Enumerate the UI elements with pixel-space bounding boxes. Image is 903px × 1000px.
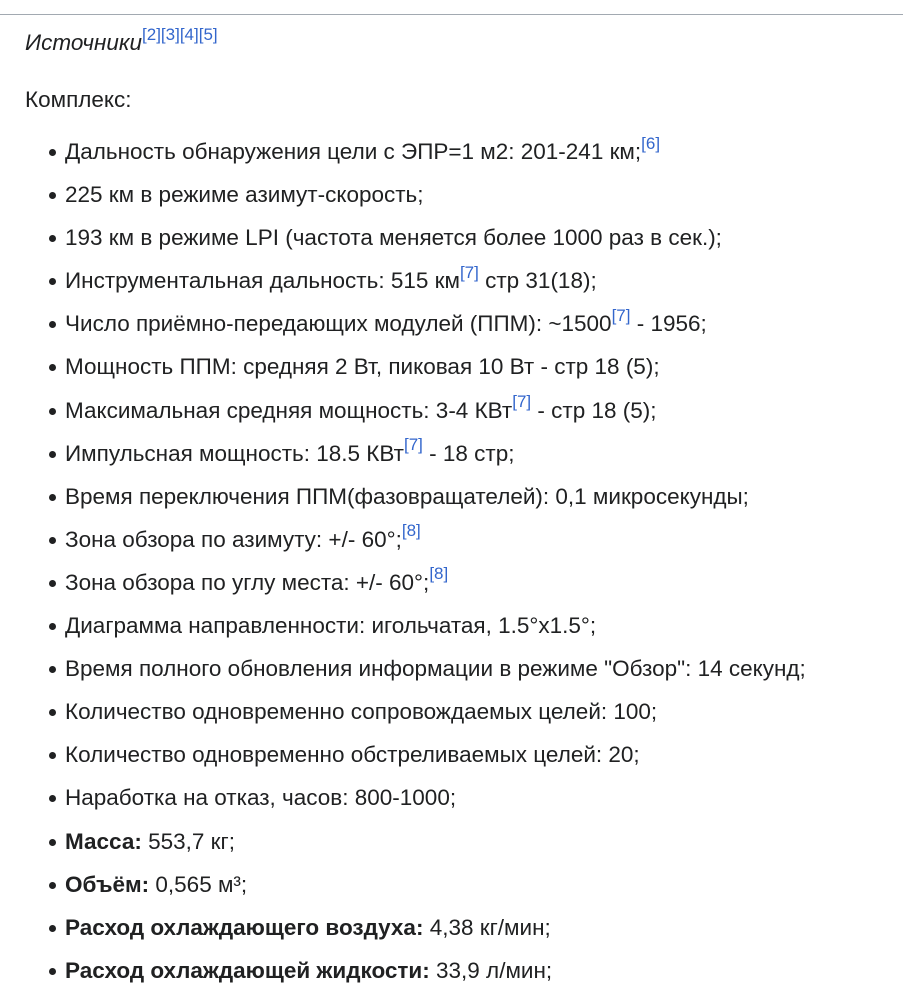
bullet-icon — [49, 839, 56, 846]
spec-item-term: Объём: — [65, 871, 150, 897]
bullet-icon — [49, 408, 56, 415]
bullet-icon — [49, 752, 56, 759]
section-heading-rule — [0, 0, 903, 15]
spec-item-text: Время полного обновления информации в режиме "Обзор": 14 секунд; — [65, 656, 806, 682]
spec-list-item — [0, 906, 903, 949]
ref-link-4[interactable]: [4] — [179, 24, 199, 44]
spec-item-text: Максимальная средняя мощность: 3-4 КВт — [65, 397, 513, 423]
spec-list-item — [0, 733, 903, 776]
ref-link-2[interactable]: [2] — [142, 24, 161, 44]
ref-link-3[interactable]: [3] — [160, 24, 180, 44]
spec-list-item — [0, 863, 903, 906]
spec-item-term: Расход охлаждающего воздуха: — [65, 914, 424, 940]
spec-list-item — [0, 173, 903, 216]
ref-link[interactable]: [8] — [401, 521, 421, 541]
spec-list-item — [0, 432, 903, 475]
spec-item-text: Диаграмма направленности: игольчатая, 1.5°x1.5°; — [65, 613, 597, 639]
bullet-icon — [49, 192, 56, 199]
spec-item-text: 193 км в режиме LPI (частота меняется более 1000 раз в сек.); — [65, 225, 722, 251]
spec-item-text: Импульсная мощность: 18.5 КВт — [65, 440, 404, 466]
spec-list-item — [0, 475, 903, 518]
ref-link-5[interactable]: [5] — [198, 24, 218, 44]
spec-list-item — [0, 130, 903, 173]
spec-item-text-after: - 1956; — [630, 311, 707, 337]
bullet-icon — [49, 537, 56, 544]
bullet-icon — [49, 364, 56, 371]
bullet-icon — [49, 235, 56, 242]
spec-list-item — [0, 518, 903, 561]
spec-item-text: 0,565 м³; — [149, 871, 248, 897]
bullet-icon — [49, 580, 56, 587]
spec-list-item — [0, 302, 903, 345]
ref-link[interactable]: [7] — [459, 262, 479, 282]
spec-item-text: Мощность ППМ: средняя 2 Вт, пиковая 10 Вт - стр 18 (5); — [65, 354, 660, 380]
bullet-icon — [49, 882, 56, 889]
spec-list-item — [0, 690, 903, 733]
spec-list-item — [0, 345, 903, 388]
spec-item-text: Инструментальная дальность: 515 км — [65, 268, 460, 294]
ref-link[interactable]: [7] — [512, 392, 532, 412]
spec-item-text: Зона обзора по углу места: +/- 60°; — [65, 569, 430, 595]
spec-item-text: 4,38 кг/мин; — [423, 914, 551, 940]
spec-item-text-after: стр 31(18); — [478, 268, 597, 294]
bullet-icon — [49, 278, 56, 285]
bullet-icon — [49, 623, 56, 630]
ref-link[interactable]: [8] — [429, 564, 449, 584]
spec-item-text: Наработка на отказ, часов: 800-1000; — [65, 785, 457, 811]
spec-item-text: 33,9 л/мин; — [429, 957, 553, 983]
bullet-icon — [49, 666, 56, 673]
spec-list-item — [0, 389, 903, 432]
spec-item-text: Количество одновременно обстреливаемых целей: 20; — [65, 742, 640, 768]
bullet-icon — [49, 925, 56, 932]
bullet-icon — [49, 494, 56, 501]
spec-item-text-after: - стр 18 (5); — [531, 397, 657, 423]
spec-item-term: Расход охлаждающей жидкости: — [65, 957, 430, 983]
spec-list-item — [0, 604, 903, 647]
ref-link[interactable]: [7] — [403, 435, 423, 455]
bullet-icon — [49, 149, 56, 156]
spec-item-text: 225 км в режиме азимут-скорость; — [65, 182, 424, 208]
bullet-icon — [49, 321, 56, 328]
spec-item-text: Дальность обнаружения цели с ЭПР=1 м2: 201-241 км; — [65, 139, 642, 164]
spec-list-item — [0, 776, 903, 819]
spec-item-text: Количество одновременно сопровождаемых целей: 100; — [65, 699, 658, 725]
complex-label: Комплекс: — [25, 87, 132, 112]
ref-link[interactable]: [7] — [611, 305, 631, 325]
spec-item-text-after: - 18 стр; — [422, 440, 515, 466]
sources-line — [25, 24, 218, 56]
spec-list-item — [0, 216, 903, 259]
spec-list-item — [0, 561, 903, 604]
spec-list-item — [0, 820, 903, 863]
spec-list-item — [0, 259, 903, 302]
spec-item-text: Время переключения ППМ(фазовращателей): 0,1 микросекунды; — [65, 483, 749, 509]
spec-list-item — [0, 949, 903, 992]
bullet-icon — [49, 451, 56, 458]
spec-list-item — [0, 647, 903, 690]
bullet-icon — [49, 795, 56, 802]
ref-link[interactable]: [6] — [641, 133, 661, 153]
sources-label: Источники — [25, 30, 143, 55]
spec-item-term: Масса: — [65, 828, 142, 854]
spec-item-text: Число приёмно-передающих модулей (ППМ): ~1500 — [65, 311, 612, 337]
spec-item-text: Зона обзора по азимуту: +/- 60°; — [65, 526, 402, 552]
spec-item-text: 553,7 кг; — [141, 828, 235, 854]
spec-list — [0, 130, 903, 992]
bullet-icon — [49, 968, 56, 975]
bullet-icon — [49, 709, 56, 716]
